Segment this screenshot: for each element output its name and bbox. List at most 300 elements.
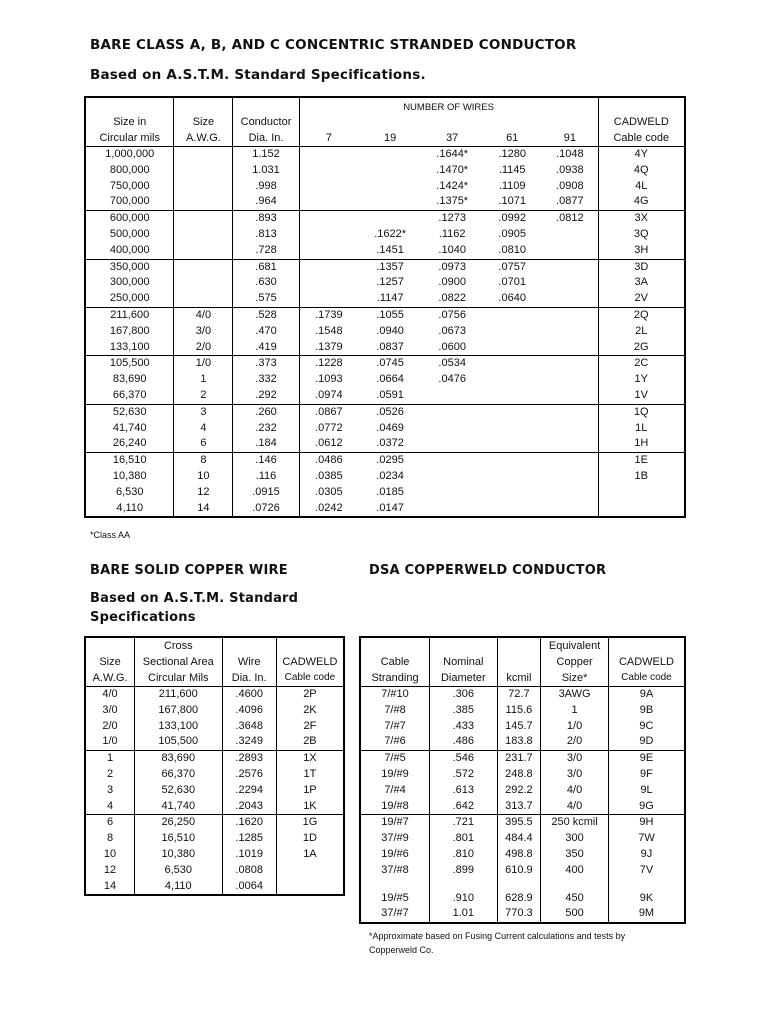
stranded-cell: 12 xyxy=(174,485,233,501)
header-size-cm-1: Size in xyxy=(85,97,174,130)
stranded-cell: 750,000 xyxy=(85,179,174,195)
stranded-row xyxy=(85,356,685,372)
stranded-cell: .0476 xyxy=(438,373,466,386)
stranded-row xyxy=(85,485,685,501)
stranded-row xyxy=(85,291,685,307)
header-wires-91: 91 xyxy=(542,130,598,147)
stranded-cell: 105,500 xyxy=(85,356,174,372)
copperweld-cell: 7/#7 xyxy=(360,719,430,735)
stranded-cell: .0147 xyxy=(376,501,404,514)
copperweld-cell: .433 xyxy=(430,719,498,735)
stranded-cell: .0756 xyxy=(422,307,482,323)
copperweld-cell: .572 xyxy=(430,767,498,783)
stranded-cell: .0810 xyxy=(498,243,526,256)
copperweld-cell: 3/0 xyxy=(541,751,609,767)
stranded-cell: 6,530 xyxy=(85,485,174,501)
stranded-cell xyxy=(542,485,598,501)
copperweld-cell: 1.01 xyxy=(430,906,498,923)
stranded-row xyxy=(85,436,685,452)
solid-row xyxy=(85,815,344,831)
solid-cell: 83,690 xyxy=(135,751,222,767)
stranded-cell xyxy=(542,404,598,420)
stranded-cell xyxy=(422,485,482,501)
stranded-row xyxy=(85,324,685,340)
solid-cell: 167,800 xyxy=(135,703,222,719)
cw-header-eq-2: Copper xyxy=(541,654,609,670)
copperweld-cell: 9C xyxy=(639,719,654,732)
stranded-cell xyxy=(174,291,233,307)
stranded-cell: 133,100 xyxy=(85,340,174,356)
copperweld-row xyxy=(360,767,685,783)
stranded-cell: .1451 xyxy=(376,243,404,256)
stranded-cell: .1093 xyxy=(315,373,343,386)
stranded-cell xyxy=(174,163,233,179)
solid-cell: 211,600 xyxy=(135,687,222,703)
stranded-cell: .1071 xyxy=(498,195,526,208)
solid-cell xyxy=(276,879,344,896)
copperweld-row xyxy=(360,815,685,831)
stranded-cell: .0822 xyxy=(438,292,466,305)
header-wires-61: 61 xyxy=(482,130,542,147)
stranded-cell: .0534 xyxy=(422,356,482,372)
stranded-cell: .0305 xyxy=(315,485,343,498)
stranded-cell: 6 xyxy=(174,436,233,452)
stranded-cell xyxy=(299,227,358,243)
stranded-cell: .0900 xyxy=(438,276,466,289)
stranded-cell xyxy=(482,324,542,340)
stranded-cell xyxy=(482,485,542,501)
copperweld-row xyxy=(360,687,685,703)
copperweld-cell: .801 xyxy=(430,831,498,847)
stranded-cell: .1055 xyxy=(358,307,422,323)
copperweld-cell: 450 xyxy=(541,879,609,907)
stranded-cell xyxy=(422,469,482,485)
stranded-cell xyxy=(358,163,422,179)
stranded-cell: .575 xyxy=(233,291,299,307)
stranded-cell: .0772 xyxy=(315,421,343,434)
stranded-cell xyxy=(482,356,542,372)
copperweld-cell: 37/#8 xyxy=(360,863,430,879)
stranded-cell xyxy=(542,453,598,469)
stranded-cell: .1040 xyxy=(438,243,466,256)
stranded-cell: .0940 xyxy=(376,324,404,337)
cw-header-eq-1: Equivalent xyxy=(541,637,609,654)
stranded-cell xyxy=(542,469,598,485)
stranded-cell: .1147 xyxy=(376,292,404,305)
stranded-cell xyxy=(542,388,598,404)
stranded-cell: .0242 xyxy=(315,501,343,514)
copperweld-cell: 7W xyxy=(638,832,655,845)
stranded-cell: .1257 xyxy=(376,276,404,289)
stranded-cell xyxy=(174,243,233,259)
copperweld-cell: 350 xyxy=(541,847,609,863)
solid-cell: 2K xyxy=(303,703,317,716)
copperweld-cell: 19/#5 xyxy=(360,879,430,907)
stranded-cell xyxy=(422,421,482,437)
solid-cell: 1T xyxy=(303,767,317,780)
stranded-cell xyxy=(482,421,542,437)
stranded-cell xyxy=(542,275,598,291)
stranded-cell xyxy=(482,372,542,388)
copperweld-cell: .910 xyxy=(430,879,498,907)
stranded-cell: .0372 xyxy=(376,437,404,450)
cw-header-cadweld-1: CADWELD xyxy=(618,656,674,668)
stranded-cell: .0974 xyxy=(315,388,343,401)
cw-header-cadweld-2: Cable code xyxy=(608,670,685,687)
stranded-cell: 3Q xyxy=(633,227,649,240)
solid-cell xyxy=(276,863,344,879)
stranded-cell: .232 xyxy=(233,421,299,437)
copperweld-cell: 7/#4 xyxy=(360,783,430,799)
solid-cell: .2043 xyxy=(222,799,276,815)
solid-header-wire-2: Dia. In. xyxy=(222,670,276,687)
copperweld-cell: 484.4 xyxy=(497,831,541,847)
copperweld-cell: 9L xyxy=(640,783,653,796)
solid-cell: 1 xyxy=(85,751,135,767)
stranded-row xyxy=(85,163,685,179)
cw-header-diam-2: Diameter xyxy=(430,670,498,687)
stranded-cell: .813 xyxy=(233,227,299,243)
stranded-cell xyxy=(299,275,358,291)
copperweld-cell: .486 xyxy=(430,734,498,750)
stranded-row xyxy=(85,307,685,323)
copperweld-cell: 292.2 xyxy=(497,783,541,799)
solid-subtitle-1: Based on A.S.T.M. Standard xyxy=(90,591,299,606)
stranded-cell xyxy=(542,243,598,259)
copperweld-cell: 37/#7 xyxy=(360,906,430,923)
stranded-cell: 41,740 xyxy=(85,421,174,437)
header-cadweld-1: CADWELD xyxy=(613,116,669,128)
stranded-cell: .0185 xyxy=(376,485,404,498)
stranded-cell xyxy=(542,227,598,243)
copperweld-cell: 72.7 xyxy=(497,687,541,703)
copperweld-cell: 500 xyxy=(541,906,609,923)
solid-cell: 8 xyxy=(85,831,135,847)
stranded-cell: 8 xyxy=(174,453,233,469)
copperweld-row xyxy=(360,831,685,847)
stranded-footnote: *Class AA xyxy=(90,530,131,540)
stranded-cell xyxy=(482,404,542,420)
stranded-cell: .0837 xyxy=(376,340,404,353)
stranded-cell: .0640 xyxy=(498,292,526,305)
stranded-cell xyxy=(542,259,598,275)
solid-header-wire-1: Wire xyxy=(222,654,276,670)
solid-cell: .1285 xyxy=(222,831,276,847)
copperweld-cell: 4/0 xyxy=(541,783,609,799)
stranded-cell xyxy=(358,194,422,210)
stranded-cell: .1145 xyxy=(498,163,526,176)
stranded-cell: 1E xyxy=(598,453,685,469)
stranded-cell: .0973 xyxy=(422,259,482,275)
copperweld-row xyxy=(360,751,685,767)
solid-cell: .1620 xyxy=(222,815,276,831)
solid-cell: 10 xyxy=(85,847,135,863)
solid-cell: .0808 xyxy=(222,863,276,879)
solid-cell: 6,530 xyxy=(135,863,222,879)
solid-cell: 1X xyxy=(276,751,344,767)
stranded-cell: 1H xyxy=(634,437,649,450)
stranded-cell: .0591 xyxy=(376,388,404,401)
stranded-cell xyxy=(482,388,542,404)
solid-cell: 3 xyxy=(85,783,135,799)
copperweld-cell: 300 xyxy=(541,831,609,847)
copperweld-cell: 1 xyxy=(541,703,609,719)
copperweld-header xyxy=(360,637,685,687)
solid-cell: 4 xyxy=(85,799,135,815)
stranded-cell: 2/0 xyxy=(174,340,233,356)
copperweld-cell: 231.7 xyxy=(497,751,541,767)
copperweld-cell: 183.8 xyxy=(497,734,541,750)
stranded-subtitle: Based on A.S.T.M. Standard Specifications. xyxy=(90,67,426,83)
copperweld-row xyxy=(360,847,685,863)
stranded-cell: .964 xyxy=(233,194,299,210)
stranded-cell: 300,000 xyxy=(85,275,174,291)
solid-header xyxy=(85,637,344,687)
stranded-cell: .0486 xyxy=(299,453,358,469)
stranded-cell xyxy=(299,243,358,259)
stranded-cell: 83,690 xyxy=(85,372,174,388)
copperweld-body xyxy=(360,687,685,924)
stranded-cell: .1622* xyxy=(374,227,407,240)
stranded-cell: .260 xyxy=(233,404,299,420)
stranded-cell: 1.152 xyxy=(233,147,299,163)
stranded-cell: 2V xyxy=(634,292,648,305)
stranded-cell: .0812 xyxy=(542,211,598,227)
stranded-table xyxy=(84,96,686,518)
cw-header-eq-3: Size* xyxy=(541,670,609,687)
copperweld-cell: 19/#6 xyxy=(360,847,430,863)
stranded-row xyxy=(85,179,685,195)
copperweld-cell: 7/#5 xyxy=(360,751,430,767)
header-size-awg-2: A.W.G. xyxy=(174,130,233,147)
solid-cell: 1P xyxy=(303,783,317,796)
stranded-cell xyxy=(299,211,358,227)
copperweld-cell: 19/#8 xyxy=(360,799,430,815)
stranded-cell: 1Y xyxy=(634,373,648,386)
stranded-cell: 2C xyxy=(598,356,685,372)
stranded-cell: .0938 xyxy=(542,163,598,179)
stranded-cell: 800,000 xyxy=(85,163,174,179)
copperweld-row xyxy=(360,799,685,815)
stranded-cell: .1357 xyxy=(358,259,422,275)
stranded-cell: 66,370 xyxy=(85,388,174,404)
stranded-cell: 4L xyxy=(635,179,648,192)
stranded-cell xyxy=(482,469,542,485)
stranded-cell: 3A xyxy=(634,276,648,289)
solid-cell: 1D xyxy=(302,832,317,845)
copperweld-cell: .721 xyxy=(430,815,498,831)
solid-cell: 133,100 xyxy=(135,719,222,735)
stranded-cell: .528 xyxy=(233,307,299,323)
stranded-cell: 600,000 xyxy=(85,211,174,227)
stranded-cell: .0234 xyxy=(376,469,404,482)
stranded-cell xyxy=(482,501,542,518)
copperweld-row xyxy=(360,719,685,735)
stranded-cell: .373 xyxy=(233,356,299,372)
solid-cell: 1/0 xyxy=(85,734,135,750)
solid-cell: .4600 xyxy=(222,687,276,703)
stranded-cell: .1470* xyxy=(436,163,469,176)
stranded-cell: .184 xyxy=(233,436,299,452)
stranded-cell xyxy=(542,324,598,340)
stranded-cell xyxy=(542,421,598,437)
stranded-cell xyxy=(174,275,233,291)
copperweld-cell: 4/0 xyxy=(541,799,609,815)
solid-cell: .3249 xyxy=(222,734,276,750)
copperweld-cell: 248.8 xyxy=(497,767,541,783)
stranded-cell: .0726 xyxy=(233,501,299,518)
solid-cell: 10,380 xyxy=(135,847,222,863)
solid-row xyxy=(85,734,344,750)
stranded-cell xyxy=(358,179,422,195)
copperweld-cell: 115.6 xyxy=(497,703,541,719)
stranded-cell: .292 xyxy=(233,388,299,404)
stranded-cell xyxy=(482,436,542,452)
stranded-cell: 1Q xyxy=(598,404,685,420)
stranded-cell: 4Y xyxy=(634,148,648,160)
header-wires-37: 37 xyxy=(422,130,482,147)
solid-row xyxy=(85,799,344,815)
stranded-cell: .146 xyxy=(233,453,299,469)
stranded-cell xyxy=(174,211,233,227)
copperweld-cell: 9A xyxy=(639,688,654,700)
header-number-of-wires: NUMBER OF WIRES xyxy=(299,97,598,130)
stranded-cell: 10,380 xyxy=(85,469,174,485)
stranded-cell xyxy=(174,259,233,275)
stranded-row xyxy=(85,227,685,243)
stranded-cell: 2L xyxy=(635,324,648,337)
stranded-row xyxy=(85,404,685,420)
stranded-body xyxy=(85,147,685,518)
stranded-cell xyxy=(174,227,233,243)
stranded-cell: 14 xyxy=(174,501,233,518)
stranded-cell xyxy=(542,356,598,372)
header-wires-19: 19 xyxy=(358,130,422,147)
stranded-cell: .0673 xyxy=(438,324,466,337)
stranded-cell xyxy=(598,485,685,501)
stranded-cell xyxy=(358,147,422,163)
stranded-cell: .0915 xyxy=(233,485,299,501)
stranded-row xyxy=(85,211,685,227)
copperweld-cell: 250 kcmil xyxy=(541,815,609,831)
solid-row xyxy=(85,831,344,847)
stranded-cell: .0526 xyxy=(358,404,422,420)
solid-header-cross-2: Sectional Area xyxy=(135,654,222,670)
copperweld-cell: 400 xyxy=(541,863,609,879)
solid-cell: 105,500 xyxy=(135,734,222,750)
solid-row xyxy=(85,847,344,863)
stranded-cell: .1162 xyxy=(438,227,466,240)
stranded-row xyxy=(85,372,685,388)
solid-cell: 3/0 xyxy=(85,703,135,719)
stranded-cell xyxy=(422,453,482,469)
stranded-cell xyxy=(482,307,542,323)
solid-cell: .3648 xyxy=(222,719,276,735)
copperweld-cell: 9J xyxy=(640,847,653,860)
stranded-cell: .0600 xyxy=(438,340,466,353)
solid-cell: 26,250 xyxy=(135,815,222,831)
copperweld-cell: 7/#10 xyxy=(360,687,430,703)
copperweld-cell: 628.9 xyxy=(497,879,541,907)
stranded-cell: .1548 xyxy=(315,324,343,337)
copperweld-footnote-2: Copperweld Co. xyxy=(369,945,434,955)
stranded-cell xyxy=(542,372,598,388)
cw-header-diam-1: Nominal xyxy=(430,654,498,670)
solid-row xyxy=(85,687,344,703)
stranded-cell: 500,000 xyxy=(85,227,174,243)
copperweld-table xyxy=(359,636,686,924)
stranded-cell: 4/0 xyxy=(174,307,233,323)
copperweld-cell: 1/0 xyxy=(541,719,609,735)
stranded-cell: .0905 xyxy=(498,227,526,240)
stranded-row xyxy=(85,194,685,210)
stranded-cell: .419 xyxy=(233,340,299,356)
copperweld-cell: 313.7 xyxy=(497,799,541,815)
copperweld-cell: 3AWG xyxy=(541,687,609,703)
stranded-cell xyxy=(422,404,482,420)
copperweld-cell: 7V xyxy=(639,863,654,876)
solid-cell: 12 xyxy=(85,863,135,879)
stranded-header xyxy=(85,97,685,147)
stranded-row xyxy=(85,421,685,437)
solid-cell: 52,630 xyxy=(135,783,222,799)
solid-cell: 4/0 xyxy=(85,687,135,703)
solid-cell: 2 xyxy=(85,767,135,783)
solid-cell: 16,510 xyxy=(135,831,222,847)
stranded-cell: .0867 xyxy=(299,404,358,420)
stranded-row xyxy=(85,340,685,356)
stranded-cell: .0612 xyxy=(315,437,343,450)
copperweld-cell: 770.3 xyxy=(497,906,541,923)
stranded-cell: .1644* xyxy=(436,148,469,160)
copperweld-cell: 7/#8 xyxy=(360,703,430,719)
header-conductor-2: Dia. In. xyxy=(233,130,299,147)
solid-cell: .2294 xyxy=(222,783,276,799)
solid-header-size-2: A.W.G. xyxy=(85,670,135,687)
solid-cell: .1019 xyxy=(222,847,276,863)
stranded-row xyxy=(85,243,685,259)
copperweld-cell: 395.5 xyxy=(497,815,541,831)
stranded-cell xyxy=(422,501,482,518)
header-size-cm-2: Circular mils xyxy=(85,130,174,147)
solid-cell: 41,740 xyxy=(135,799,222,815)
copperweld-cell: .899 xyxy=(430,863,498,879)
stranded-cell xyxy=(482,453,542,469)
stranded-row xyxy=(85,469,685,485)
solid-title: BARE SOLID COPPER WIRE xyxy=(90,563,288,578)
stranded-row xyxy=(85,259,685,275)
stranded-cell: 3H xyxy=(634,243,649,256)
stranded-cell: 52,630 xyxy=(85,404,174,420)
header-cadweld-2: Cable code xyxy=(598,130,685,147)
copperweld-cell: 19/#7 xyxy=(360,815,430,831)
stranded-cell: .1375* xyxy=(436,195,469,208)
stranded-cell xyxy=(422,436,482,452)
stranded-cell: .0385 xyxy=(315,469,343,482)
copperweld-cell: .385 xyxy=(430,703,498,719)
stranded-row xyxy=(85,147,685,163)
stranded-cell: 400,000 xyxy=(85,243,174,259)
stranded-cell: .681 xyxy=(233,259,299,275)
stranded-cell: .1424* xyxy=(436,179,469,192)
solid-cell: .4096 xyxy=(222,703,276,719)
stranded-cell: 4 xyxy=(174,421,233,437)
stranded-cell: .332 xyxy=(233,372,299,388)
copperweld-cell: 9H xyxy=(608,815,685,831)
solid-row xyxy=(85,767,344,783)
stranded-cell: .1739 xyxy=(299,307,358,323)
solid-cell: 1A xyxy=(303,847,317,860)
